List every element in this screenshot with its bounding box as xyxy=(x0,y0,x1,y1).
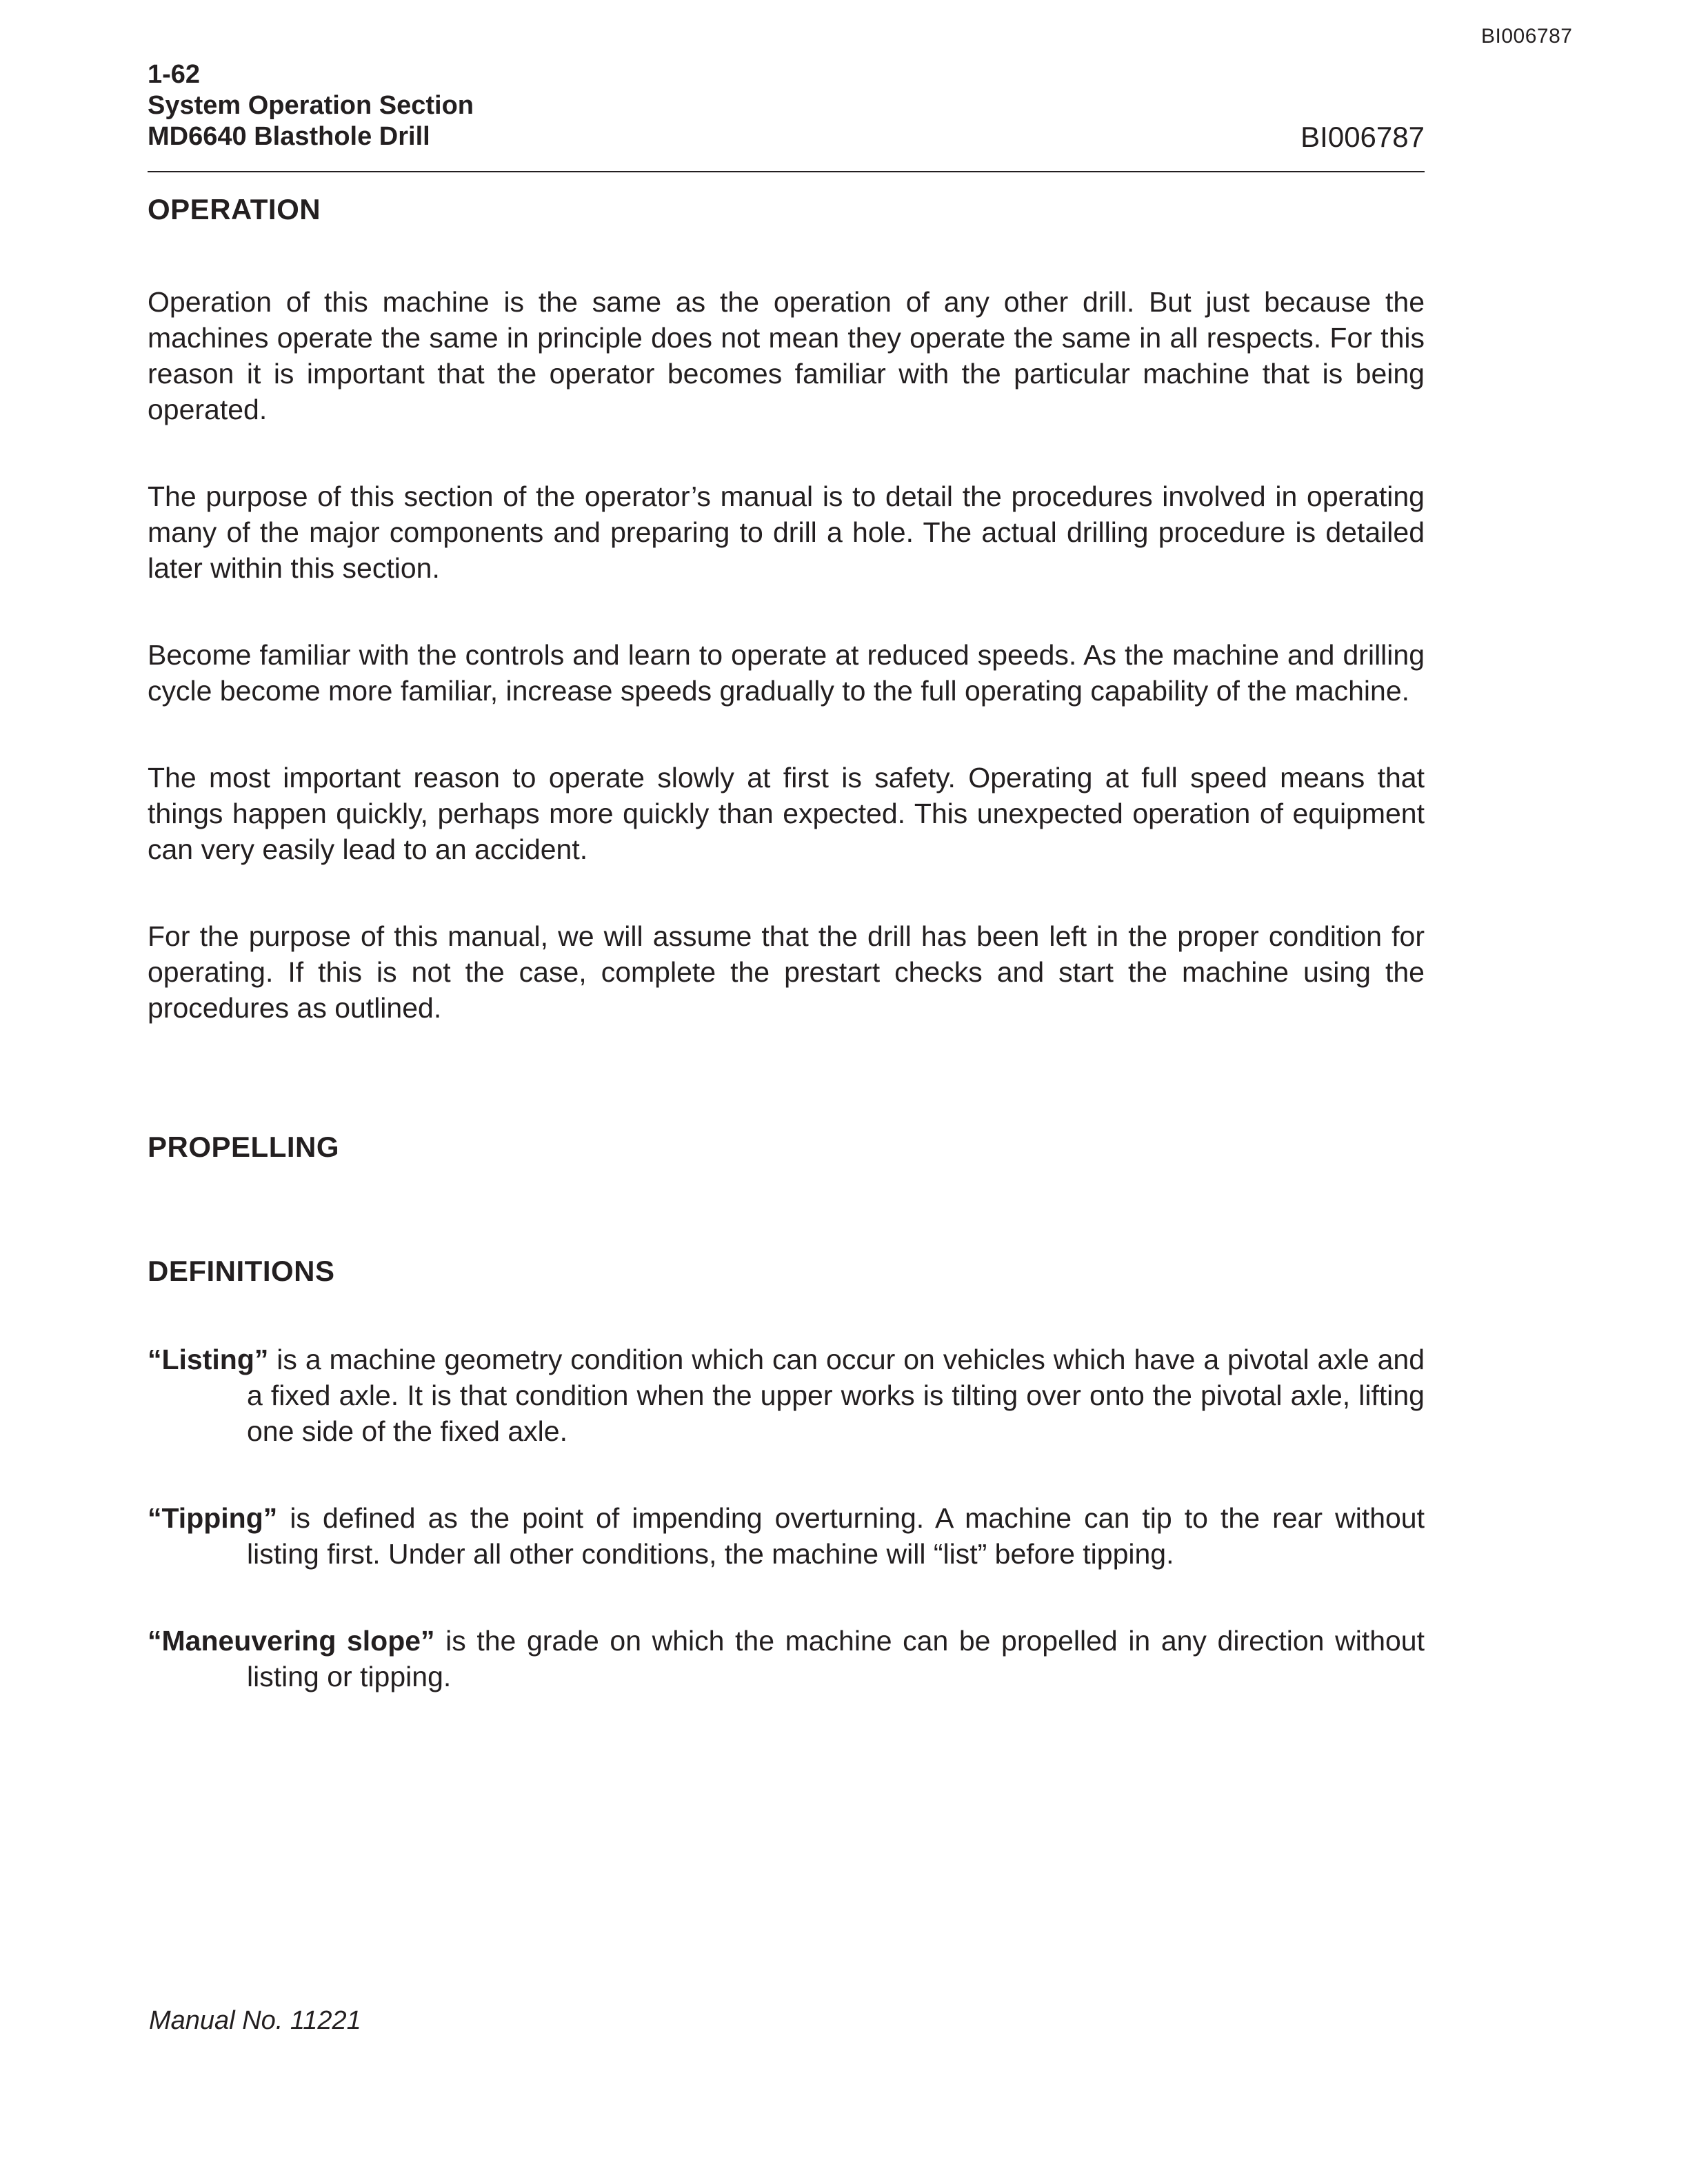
header-left-block xyxy=(148,59,1425,152)
section-title: System Operation Section xyxy=(148,91,474,120)
definition-term: “Tipping” xyxy=(148,1502,278,1534)
definition-term: “Maneuvering slope” xyxy=(148,1625,435,1657)
operation-paragraph: The purpose of this section of the operator’s manual is to detail the procedures involved in operating many of the major components and preparing to drill a hole. The actual drilling procedure is detailed later within this section. xyxy=(148,481,1425,584)
operation-paragraph: The most important reason to operate slowly at first is safety. Operating at full speed means that things happen quickly, perhaps more quickly than expected. This unexpected operation of equipment can very easily lead to an accident. xyxy=(148,762,1425,865)
page-number: 1-62 xyxy=(148,60,201,89)
definitions-heading: DEFINITIONS xyxy=(148,1255,335,1287)
definition-item xyxy=(148,1500,1425,1572)
propelling-heading: PROPELLING xyxy=(148,1131,340,1163)
definition-text: is defined as the point of impending overturning. A machine can tip to the rear without listing first. Under all other conditions, the machine will “list” before tipping. xyxy=(247,1502,1425,1570)
definition-text: is a machine geometry condition which can occur on vehicles which have a pivotal axle and a fixed axle. It is that condition when the upper works is tilting over onto the pivotal axle, lifting one side of the fixed axle. xyxy=(247,1344,1425,1447)
operation-heading: OPERATION xyxy=(148,193,321,225)
manual-number: Manual No. 11221 xyxy=(149,2006,361,2035)
definition-text: is the grade on which the machine can be propelled in any direction without listing or tipping. xyxy=(247,1625,1425,1692)
page-content xyxy=(148,190,1425,1695)
operation-paragraph: Operation of this machine is the same as the operation of any other drill. But just because the machines operate the same in principle does not mean they operate the same in all respects. For this reason it is important that the operator becomes familiar with the particular machine that is being operated. xyxy=(148,286,1425,425)
page-header xyxy=(148,59,1425,152)
definition-term: “Listing” xyxy=(148,1344,269,1375)
header-document-id: BI006787 xyxy=(1300,121,1425,153)
corner-document-id: BI006787 xyxy=(1481,25,1573,48)
operation-paragraph: Become familiar with the controls and learn to operate at reduced speeds. As the machine and drilling cycle become more familiar, increase speeds gradually to the full operating capability of the machine. xyxy=(148,639,1425,707)
header-divider xyxy=(148,171,1425,172)
definition-item xyxy=(148,1342,1425,1449)
definition-item xyxy=(148,1623,1425,1695)
operation-paragraph: For the purpose of this manual, we will assume that the drill has been left in the proper condition for operating. If this is not the case, complete the prestart checks and start the machine using the procedures as outlined. xyxy=(148,920,1425,1024)
machine-title: MD6640 Blasthole Drill xyxy=(148,122,430,151)
